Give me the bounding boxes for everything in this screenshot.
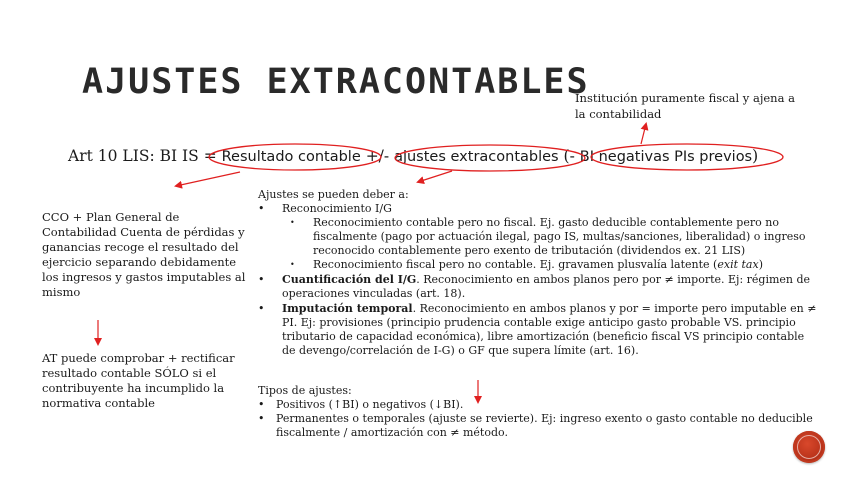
- bullet-icon: •: [258, 412, 265, 425]
- formula-suffix: ): [752, 147, 759, 165]
- formula-prefix: Art 10 LIS: BI IS =: [68, 147, 222, 165]
- formula-part-ajustes: ajustes extracontables: [394, 149, 559, 165]
- bullet-icon: •: [258, 273, 265, 286]
- arrow-to-left-note: [176, 172, 240, 186]
- formula-op2: (-: [558, 147, 580, 165]
- circle-button-icon[interactable]: [793, 431, 825, 463]
- sub-list-item-text: Reconocimiento fiscal pero no contable. Ej. gravamen plusvalía latente (: [313, 258, 718, 271]
- sub-list-item-after: ): [758, 258, 763, 271]
- tipos-intro: Tipos de ajustes:: [258, 384, 352, 397]
- formula-part-bi-negativas: BI negativas PIs previos: [579, 149, 753, 165]
- highlight-ellipse-bi-negativas: [591, 144, 783, 170]
- list-item-text: Positivos (↑BI) o negativos (↓BI).: [276, 398, 464, 411]
- list-item-bold: Cuantificación del I/G: [282, 273, 417, 286]
- list-item-text: Reconocimiento I/G: [282, 202, 392, 215]
- arrow-to-main: [418, 171, 452, 182]
- highlight-ellipse-resultado: [209, 144, 381, 170]
- list-item-text: . Reconocimiento en ambos planos pero por ≠ importe. Ej: régimen de operaciones vinculadas (art. 18).: [282, 273, 811, 300]
- slide-title: AJUSTES EXTRACONTABLES: [82, 62, 590, 102]
- sub-list-item-text: Reconocimiento contable pero no fiscal. Ej. gasto deducible contablemente pero no fiscalmente (pago por actuación ilegal, pago IS, multas/sanciones, liberalidad) o ingreso reconocido contablemente pero exento de tributación (dividendos ex. 21 LIS): [313, 216, 806, 257]
- bullet-icon: •: [258, 398, 265, 411]
- annotation-top: Institución puramente fiscal y ajena a la contabilidad: [575, 91, 795, 121]
- formula-op1: +/-: [360, 147, 395, 165]
- main-intro: Ajustes se pueden deber a:: [258, 188, 409, 201]
- bullet-icon: •: [258, 302, 265, 315]
- bullet-icon: •: [290, 260, 295, 269]
- sub-list-item-italic: exit tax: [717, 258, 759, 271]
- list-item-bold: Imputación temporal: [282, 302, 413, 315]
- list-item-text: . Reconocimiento en ambos planos y por = importe pero imputable en ≠ PI. Ej: provisiones (principio prudencia contable exige anticipo gasto probable VS. principio tributario de capacidad económica), libre amortización (beneficio fiscal VS principio contable de devengo/correlación de I-G) o GF que supera límite (art. 16).: [282, 302, 817, 357]
- left-note-2: AT puede comprobar + rectificar resultado contable SÓLO si el contribuyente ha incumplido la normativa contable: [42, 351, 235, 410]
- list-item-text: Permanentes o temporales (ajuste se revierte). Ej: ingreso exento o gasto contable no deducible fiscalmente / amortización con ≠ método.: [276, 412, 813, 439]
- formula-part-resultado: Resultado contable: [221, 149, 361, 165]
- bullet-icon: •: [290, 218, 295, 227]
- left-note: CCO + Plan General de Contabilidad Cuenta de pérdidas y ganancias recoge el resultado del ejercicio separando debidamente los ingresos y gastos imputables al mismo: [42, 210, 246, 299]
- arrow-to-annotation: [641, 124, 646, 144]
- highlight-ellipse-ajustes: [395, 145, 585, 171]
- bullet-icon: •: [258, 202, 265, 215]
